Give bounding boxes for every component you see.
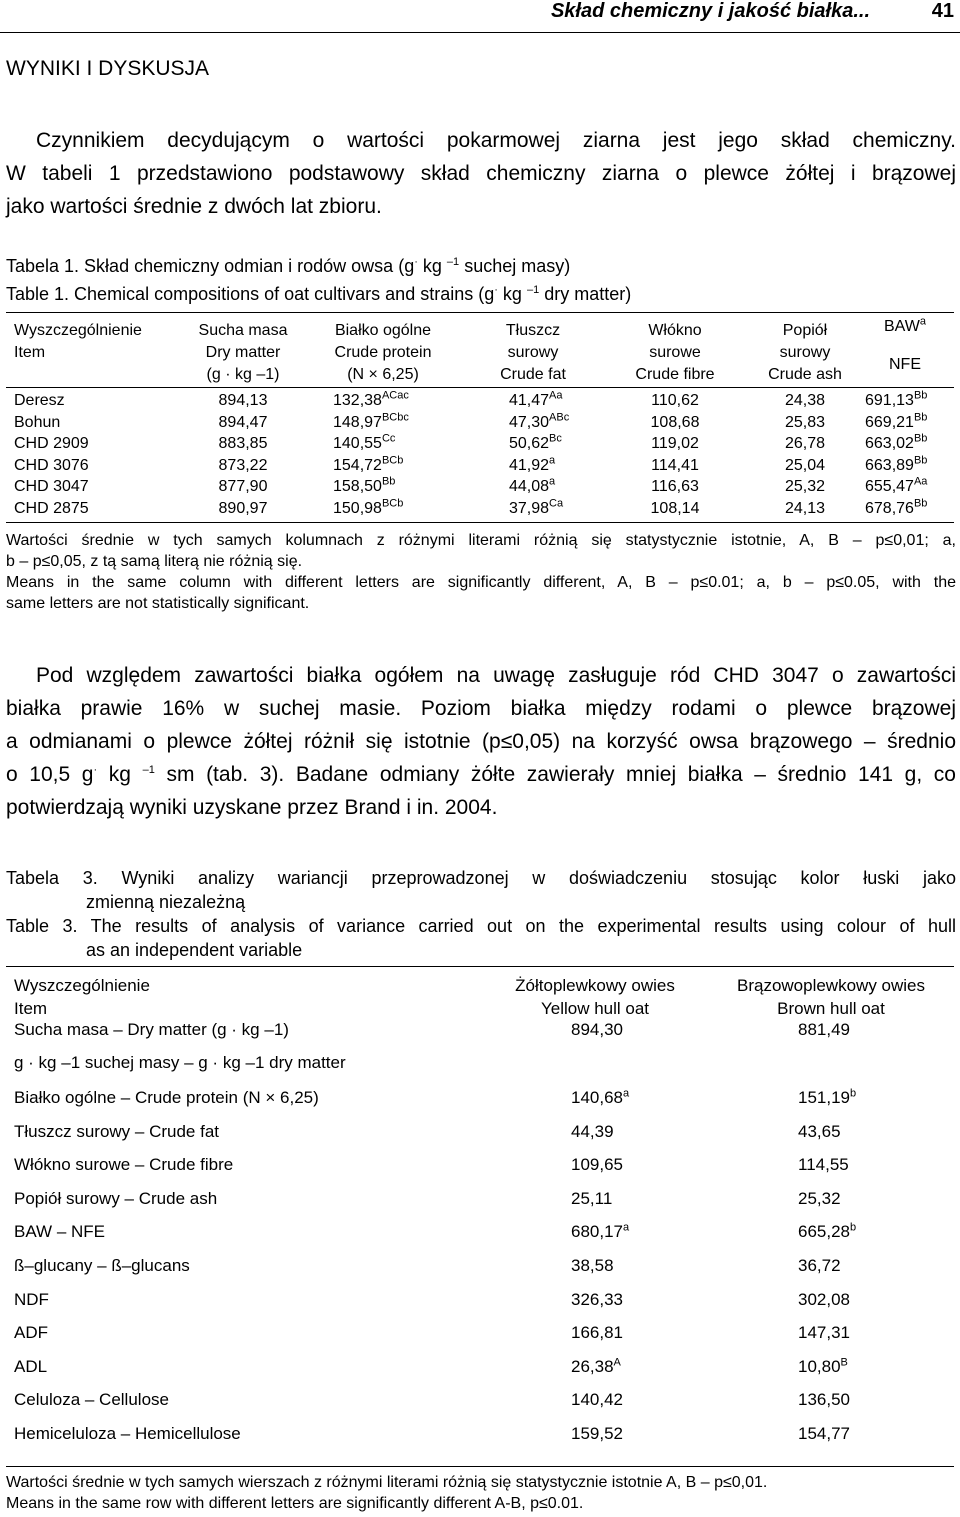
table1-cell: 877,90	[218, 478, 268, 495]
table3-cell-brown: 151,19$^b$	[798, 1087, 857, 1107]
table1-cell: $140,55^{Cc}$	[333, 432, 396, 452]
table1-cell: $50,62^{Bc}$	[509, 432, 562, 452]
table3-cell-yellow: 140,68$^a$	[571, 1087, 630, 1107]
table1-cell: 24,38	[784, 392, 826, 409]
table1-cell: 26,78	[784, 435, 826, 452]
paragraph-2-line: a odmianami o plewce żółtej różnił się istotnie (p≤0,05) na korzyść owsa brązowego – średnio	[6, 730, 956, 753]
paragraph-1	[6, 124, 956, 223]
table3-cell-brown: 136,50	[798, 1390, 850, 1409]
table1-header-cell: Włókno	[648, 322, 702, 339]
table1-header-item: Item	[14, 344, 46, 361]
table1-cell: 894,47	[218, 413, 268, 431]
header-rule	[0, 32, 960, 33]
table3-cell-brown: 114,55	[798, 1155, 849, 1174]
table1-cell: 119,02	[651, 435, 699, 452]
table1-row-item: Bohun	[14, 413, 61, 431]
table3-cell-yellow: 44,39	[571, 1122, 614, 1141]
table3-row-item: ADF	[14, 1323, 48, 1342]
table1-header-cell: Białko ogólne	[334, 322, 432, 339]
table1-cell: $691,13^{Bb}$	[865, 389, 928, 409]
table1-cell: $150,98^{BCb}$	[333, 497, 404, 517]
table3-cell-brown: 665,28$^b$	[798, 1221, 857, 1241]
table1-cell: 25,04	[784, 456, 826, 474]
paragraph-2-line: potwierdzają wyniki uzyskane przez Brand i in. 2004.	[6, 796, 498, 819]
table1-header-cell: Crude fibre	[635, 366, 715, 383]
table3-bottom-rule	[6, 1466, 954, 1467]
table1-cell: $47,30^{ABc}$	[509, 411, 570, 431]
table1-row-item: CHD 2909	[14, 435, 89, 452]
table1-header-cell: (g · kg –1)	[206, 366, 280, 383]
table3-cell-yellow: 159,52	[571, 1424, 623, 1443]
table3-cell-yellow: 326,33	[571, 1290, 623, 1309]
table1-note-line: same letters are not statistically significant.	[6, 595, 310, 612]
table1-cell: 108,14	[650, 499, 700, 517]
table3-row-item: Sucha masa – Dry matter (g · kg –1)	[14, 1020, 289, 1039]
paragraph-2-line: o 10,5 g· kg $^{-1}$ sm (tab. 3). Badane odmiany żółte zawierały mniej białka – średnio 141 g, co	[6, 763, 956, 786]
table1-header-rule	[6, 387, 954, 388]
table3-cell-yellow: 109,65	[571, 1155, 623, 1174]
table1-cell: $158,50^{Bb}$	[333, 475, 396, 495]
table1-cell: $132,38^{ACac}$	[333, 389, 409, 409]
table3	[0, 966, 960, 1466]
table3-cell-brown: 154,77	[798, 1424, 850, 1443]
table3-note-pl: Wartości średnie w tych samych wierszach z różnymi literami różnią się statystycznie istotnie A, B – p≤0,01.	[6, 1474, 768, 1491]
table1-row-item: CHD 3047	[14, 478, 89, 495]
table1-note-line: Means in the same column with different letters are significantly different, A, B – p≤0.01; a, b – p≤0.05, with the	[6, 574, 956, 591]
table1-note	[6, 530, 956, 614]
table1-header-nfe: NFE	[889, 356, 921, 373]
table1-cell: 44,08$^a$	[509, 475, 556, 495]
table3-header-brown: Brown hull oat	[777, 999, 885, 1018]
table3-caption	[6, 866, 956, 962]
table1-cell: $148,97^{BCbc}$	[333, 411, 409, 431]
table1-header-cell: surowy	[507, 344, 559, 361]
table1-header-cell: surowy	[779, 344, 831, 361]
table3-row-item: ß–glucany – ß–glucans	[14, 1256, 190, 1275]
table1-caption-en: Table 1. Chemical compositions of oat cultivars and strains (g· kg $^{-1}$ dry matter)	[6, 284, 632, 304]
table1-cell: 873,22	[218, 456, 268, 474]
table1-header-cell: Dry matter	[205, 344, 281, 361]
table3-note-en: Means in the same row with different letters are significantly different A-B, p≤0.01.	[6, 1495, 584, 1512]
table3-cell-brown: 43,65	[798, 1122, 841, 1141]
table3-header-yellow: Yellow hull oat	[540, 999, 650, 1018]
table1-row-item: CHD 2875	[14, 499, 89, 517]
table3-note	[6, 1472, 767, 1514]
page-number: 41	[931, 0, 954, 22]
table3-cell-yellow: 25,11	[571, 1189, 613, 1208]
table3-row-item: BAW – NFE	[14, 1222, 105, 1241]
table3-caption-en-2: as an independent variable	[86, 940, 303, 960]
paragraph-1-line: Czynnikiem decydującym o wartości pokarmowej ziarna jest jego skład chemiczny.	[36, 129, 956, 152]
paragraph-1-line: W tabeli 1 przedstawiono podstawowy skład chemiczny ziarna o plewce żółtej i brązowej	[6, 162, 956, 185]
table1-bottom-rule	[6, 522, 954, 523]
table3-cell-brown: 36,72	[798, 1256, 841, 1275]
table1-note-line: b – p≤0,05, z tą samą literą nie różnią się.	[6, 553, 303, 570]
table1-header-cell: Crude ash	[768, 366, 842, 383]
table3-caption-pl-1: Tabela 3. Wyniki analizy wariancji przeprowadzonej w doświadczeniu stosując kolor łuski jako	[6, 868, 956, 888]
table1-cell: 41,92$^a$	[509, 454, 556, 474]
table1-cell: $669,21^{Bb}$	[865, 411, 928, 431]
table3-row-item: g · kg –1 suchej masy – g · kg –1 dry matter	[14, 1053, 346, 1072]
table3-cell-yellow: 166,81	[571, 1323, 623, 1342]
table3-row-item: NDF	[14, 1290, 49, 1309]
table3-row-item: Włókno surowe – Crude fibre	[14, 1155, 234, 1174]
table1-header-item: Wyszczególnienie	[14, 322, 142, 339]
table3-cell-brown: 147,31	[798, 1323, 850, 1342]
table1	[0, 312, 960, 522]
table1-cell: $663,89^{Bb}$	[865, 454, 928, 474]
table1-header-cell: Crude fat	[500, 366, 566, 383]
table1-cell: $41,47^{Aa}$	[509, 389, 563, 409]
table3-caption-en-1: Table 3. The results of analysis of variance carried out on the experimental results using colour of hull	[6, 916, 956, 936]
table3-header-brown: Brązowoplewkowy owies	[736, 976, 926, 995]
table1-cell: 883,85	[218, 435, 268, 452]
table1-header-cell: (N × 6,25)	[347, 366, 419, 383]
table3-cell-yellow: $26,38^A$	[571, 1356, 621, 1376]
table1-cell: 116,63	[651, 478, 699, 495]
table1-header-cell: Crude protein	[334, 344, 432, 361]
table1-cell: 114,41	[651, 456, 699, 474]
table1-header-nfe: BAW$^a$	[884, 315, 926, 335]
table3-header-yellow: Żółtoplewkowy owies	[515, 976, 675, 995]
table3-cell-brown: $10,80^B$	[798, 1356, 848, 1376]
paragraph-2-line: Pod względem zawartości białka ogółem na uwagę zasługuje ród CHD 3047 o zawartości	[36, 664, 956, 687]
table3-cell-brown: 302,08	[798, 1290, 850, 1309]
running-title: Skład chemiczny i jakość białka...	[550, 0, 870, 22]
table3-cell-brown: 881,49	[798, 1020, 850, 1039]
table1-header-cell: Sucha masa	[198, 322, 288, 339]
table3-header-item: Wyszczególnienie	[14, 976, 150, 995]
table3-cell-yellow: 680,17$^a$	[571, 1221, 630, 1241]
table3-row-item: Popiół surowy – Crude ash	[14, 1189, 218, 1208]
section-title: WYNIKI I DYSKUSJA	[6, 57, 210, 80]
table1-caption-pl: Tabela 1. Skład chemiczny odmian i rodów owsa (g· kg $^{-1}$ suchej masy)	[6, 256, 571, 276]
paragraph-2	[6, 659, 956, 824]
table3-row-item: Celuloza – Cellulose	[14, 1390, 169, 1409]
paragraph-1-line: jako wartości średnie z dwóch lat zbioru.	[6, 195, 382, 218]
paragraph-2-line: białka prawie 16% w suchej masie. Poziom białka między rodami o plewce brązowej	[6, 697, 956, 720]
table1-note-line: Wartości średnie w tych samych kolumnach z różnymi literami różnią się statystycznie istotnie, A, B – p≤0,01; a,	[6, 532, 956, 549]
table1-row-item: Deresz	[14, 392, 65, 409]
table1-cell: 25,32	[784, 478, 826, 495]
table3-header-item: Item	[14, 999, 48, 1018]
table1-cell: 894,13	[218, 392, 268, 409]
table3-cell-yellow: 140,42	[571, 1390, 623, 1409]
table1-cell: $663,02^{Bb}$	[865, 432, 928, 452]
table1-cell: $154,72^{BCb}$	[333, 454, 404, 474]
table1-cell: $37,98^{Ca}$	[509, 497, 564, 517]
table1-cell: 25,83	[784, 413, 826, 431]
table1-row-item: CHD 3076	[14, 456, 89, 474]
table1-cell: $678,76^{Bb}$	[865, 497, 928, 517]
table1-cell: 24,13	[784, 499, 826, 517]
table3-caption-pl-2: zmienną niezależną	[86, 892, 246, 912]
table1-header-cell: Popiół	[782, 322, 828, 339]
table1-header-cell: surowe	[649, 344, 701, 361]
table1-cell: 890,97	[218, 499, 268, 517]
table3-cell-yellow: 894,30	[571, 1020, 623, 1039]
table3-cell-brown: 25,32	[798, 1189, 841, 1208]
table3-row-item: Białko ogólne – Crude protein (N × 6,25)	[14, 1088, 319, 1107]
table1-cell: 108,68	[650, 413, 700, 431]
table3-row-item: Tłuszcz surowy – Crude fat	[14, 1122, 220, 1141]
table3-cell-yellow: 38,58	[571, 1256, 614, 1275]
table1-header-cell: Tłuszcz	[505, 322, 561, 339]
table1-cell: $655,47^{Aa}$	[865, 475, 928, 495]
table3-row-item: ADL	[14, 1357, 48, 1376]
table1-cell: 110,62	[651, 392, 699, 409]
table3-row-item: Hemiceluloza – Hemicellulose	[14, 1424, 241, 1443]
